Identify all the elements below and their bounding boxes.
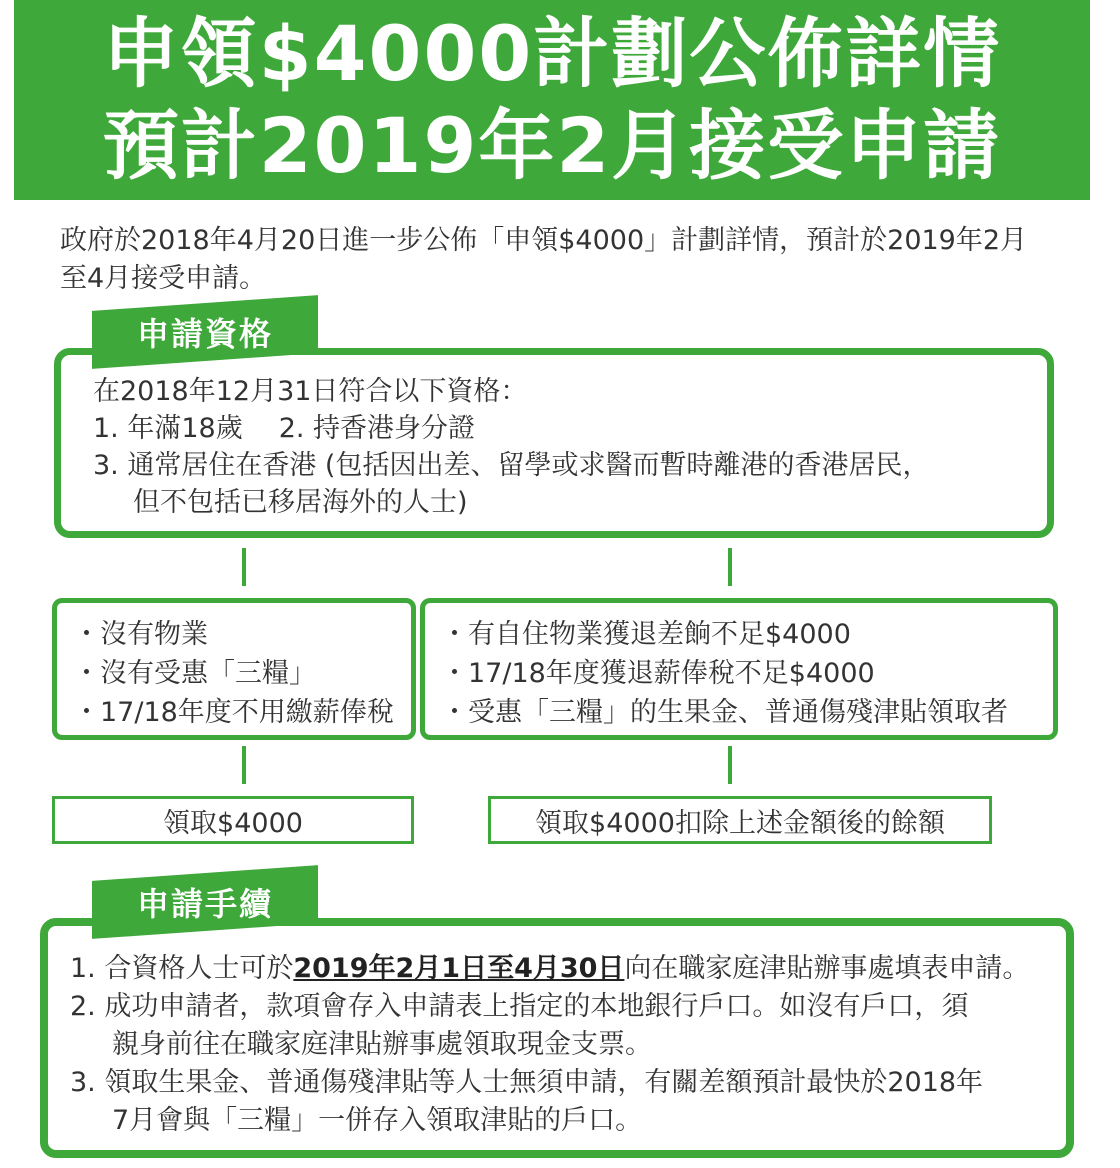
eligibility-item-residence-cont: 但不包括已移居海外的人士)	[133, 487, 468, 518]
list-item: ・ 17/18年度不用繳薪俸稅	[73, 693, 394, 732]
title-line-2: 預計2019年2月接受申請	[102, 101, 1002, 190]
eligibility-lead: 在2018年12月31日符合以下資格：	[93, 376, 528, 407]
procedure-box	[40, 918, 1074, 1158]
title-line-1: 申領$4000計劃公佈詳情	[102, 9, 1002, 98]
result-full-amount: 領取$4000	[52, 796, 414, 844]
procedure-step-2: 2. 成功申請者，款項會存入申請表上指定的本地銀行戶口。如沒有戶口，須	[70, 991, 969, 1022]
intro-line-1: 政府於2018年4月20日進一步公佈「申領$4000」計劃詳情，預計於2019年2月	[60, 225, 1028, 256]
has-benefit-list	[441, 615, 1008, 732]
procedure-text	[70, 950, 1029, 1140]
procedure-step-3-cont: 7月會與「三糧」一併存入領取津貼的戶口。	[112, 1105, 643, 1136]
eligibility-box	[54, 348, 1054, 538]
list-item: ・ 17/18年度獲退薪俸稅不足$4000	[441, 654, 1008, 693]
eligibility-item-residence: 3. 通常居住在香港 (包括因出差、留學或求醫而暫時離港的香港居民，	[93, 450, 930, 481]
list-item: ・ 受惠「三糧」的生果金、普通傷殘津貼領取者	[441, 693, 1008, 732]
no-property-branch	[52, 598, 416, 740]
procedure-step-3: 3. 領取生果金、普通傷殘津貼等人士無須申請，有關差額預計最快於2018年	[70, 1067, 984, 1098]
list-item: ・ 沒有物業	[73, 615, 394, 654]
procedure-step-2-cont: 親身前往在職家庭津貼辦事處領取現金支票。	[112, 1029, 652, 1060]
eligibility-tab-label: 申請資格	[136, 315, 273, 354]
connector-left-bottom	[242, 746, 246, 784]
eligibility-item-age: 1. 年滿18歲	[93, 413, 243, 444]
eligibility-item-id: 2. 持香港身分證	[278, 413, 476, 444]
step-1-suffix: 向在職家庭津貼辦事處填表申請。	[624, 953, 1030, 984]
eligibility-items-row	[93, 410, 929, 447]
step-1-prefix: 1. 合資格人士可於	[70, 953, 294, 984]
no-property-list	[73, 615, 394, 732]
connector-right-bottom	[728, 746, 732, 784]
eligibility-text	[93, 373, 929, 521]
result-balance-amount: 領取$4000扣除上述金額後的餘額	[488, 796, 992, 844]
has-benefit-branch	[420, 598, 1058, 740]
intro-paragraph	[60, 222, 1070, 298]
list-item: ・ 沒有受惠「三糧」	[73, 654, 394, 693]
connector-right-top	[728, 548, 732, 586]
application-period: 2019年2月1日至4月30日	[293, 953, 625, 984]
title-banner	[14, 0, 1090, 200]
list-item: ・ 有自住物業獲退差餉不足$4000	[441, 615, 1008, 654]
procedure-step-1	[70, 950, 1029, 988]
procedure-tab-label: 申請手續	[136, 885, 273, 924]
intro-line-2: 至4月接受申請。	[60, 263, 267, 294]
connector-left-top	[242, 548, 246, 586]
